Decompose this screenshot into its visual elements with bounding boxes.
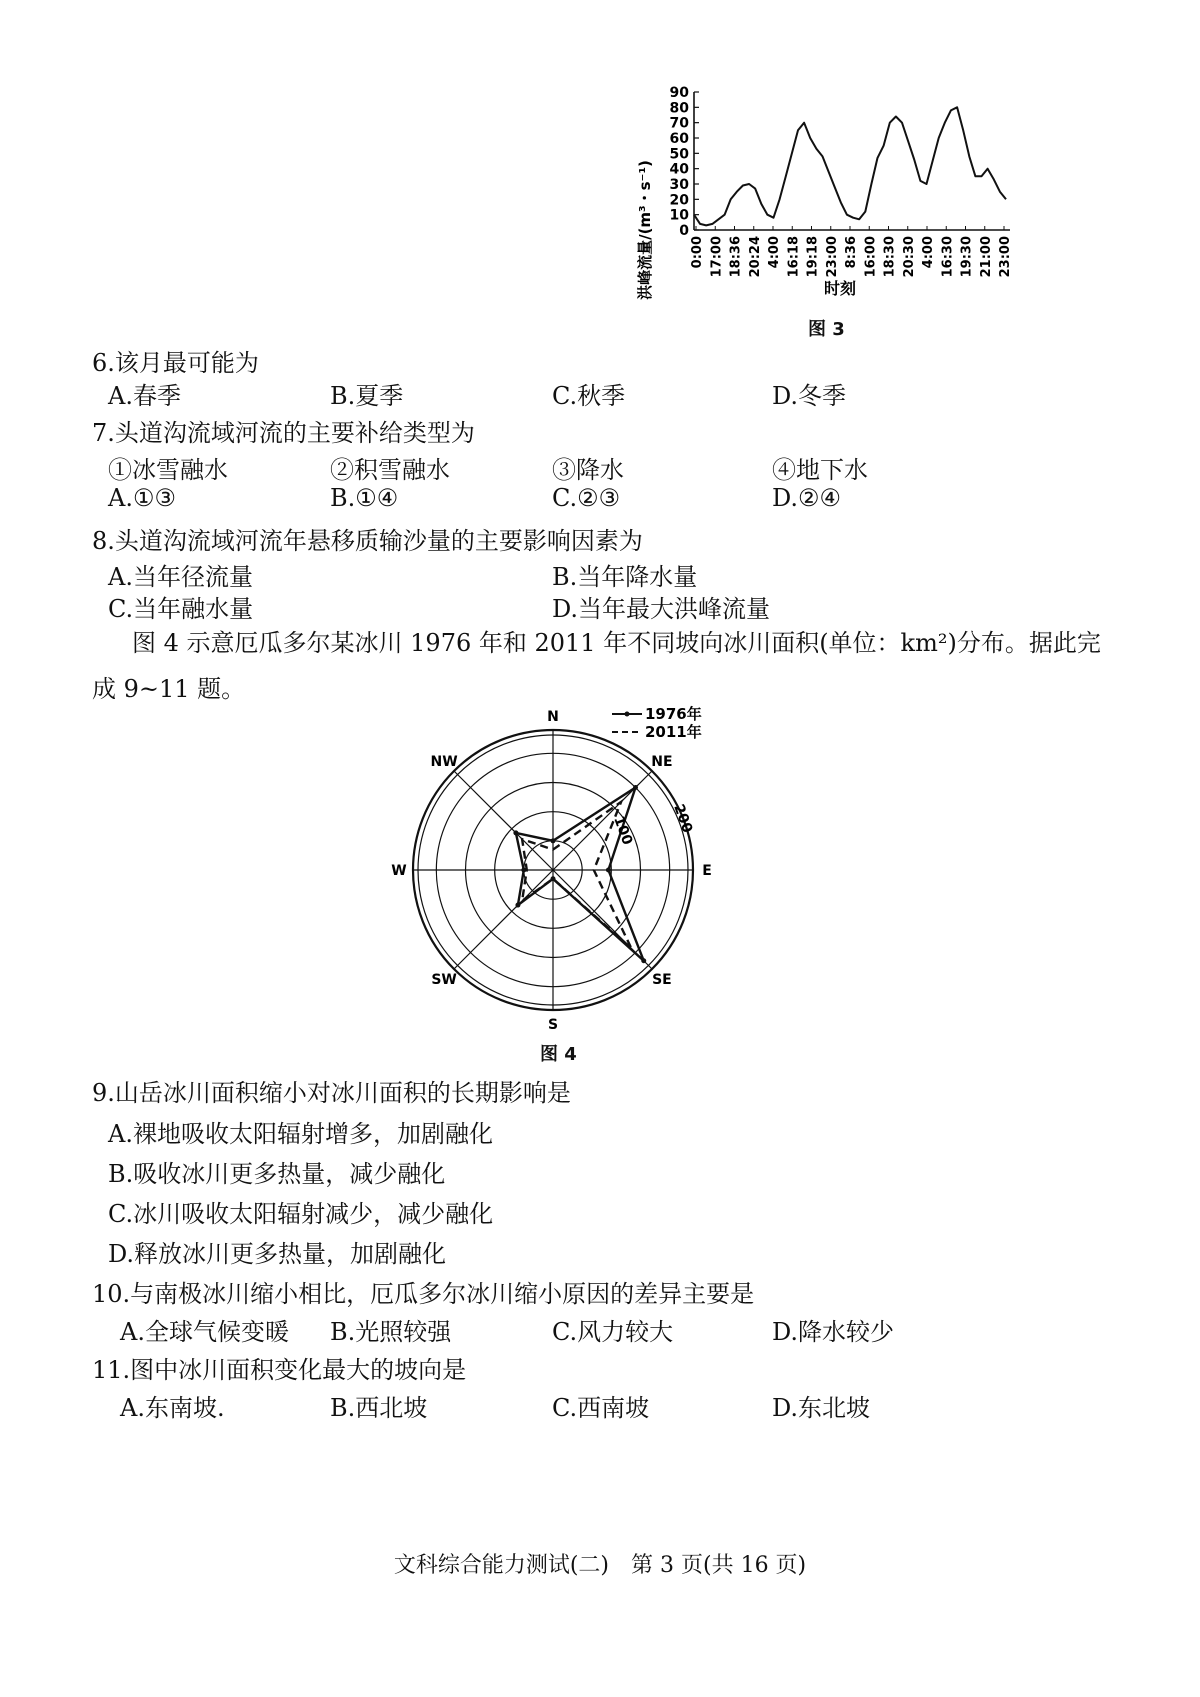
direction-label: S [547,1017,559,1033]
point-1976 [515,903,520,908]
y-tick-label: 0 [679,223,689,239]
radar-series [513,785,646,963]
legend-1976: 1976年 [645,705,702,723]
x-tick-label: 20:24 [747,236,763,278]
radar-grid [413,730,696,1010]
x-tick-label: 23:00 [998,236,1013,278]
q6-option-d[interactable]: D.冬季 [772,382,847,410]
x-tick-label: 18:30 [882,236,898,278]
q8-option-a[interactable]: A.当年径流量 [108,563,253,591]
q7-item-1: ①冰雪融水 [108,456,228,484]
q7-option-b[interactable]: B.①④ [330,484,399,512]
q7-item-2: ②积雪融水 [330,456,450,484]
x-tick-label: 16:18 [786,236,802,278]
y-tick-label: 30 [669,177,689,193]
q11-option-c[interactable]: C.西南坡 [552,1394,650,1422]
x-tick-label: 23:00 [824,236,840,278]
q11-option-b[interactable]: B.西北坡 [330,1394,428,1422]
q9-option-b[interactable]: B.吸收冰川更多热量，减少融化 [108,1160,446,1188]
y-tick-label: 60 [669,131,689,147]
direction-label: W [391,863,407,879]
point-1976 [633,785,638,790]
q7-stem: 7.头道沟流域河流的主要补给类型为 [92,419,475,447]
figure4-chart [380,702,740,1042]
q10-option-a[interactable]: A.全球气候变暖 [120,1318,289,1346]
y-tick-label: 50 [669,146,689,163]
y-tick-label: 10 [669,207,689,224]
q9-option-a[interactable]: A.裸地吸收太阳辐射增多，加剧融化 [108,1120,493,1148]
x-tick-label: 16:30 [940,236,956,278]
point-1976 [513,830,518,835]
x-tick-label: 20:30 [901,236,917,278]
legend [612,705,702,741]
q8-option-d[interactable]: D.当年最大洪峰流量 [552,595,771,623]
x-tick-label: 4:00 [767,236,782,269]
q8-option-c[interactable]: C.当年融水量 [108,595,254,623]
direction-label: E [702,863,712,879]
axis-line [454,771,553,870]
figure3-chart [630,82,1050,342]
q11-option-a[interactable]: A.东南坡. [120,1394,225,1422]
direction-label: SE [652,971,672,988]
x-tick-label: 0:00 [690,236,705,269]
flood-peak-line [694,107,1006,225]
x-axis-label: 时刻 [823,279,857,298]
q8-option-b[interactable]: B.当年降水量 [552,563,698,591]
y-tick-label: 40 [669,161,689,178]
q9-option-c[interactable]: C.冰川吸收太阳辐射减少，减少融化 [108,1200,494,1228]
q11-stem: 11.图中冰川面积变化最大的坡向是 [92,1356,467,1384]
figure3-caption: 图 3 [808,319,845,340]
q10-option-c[interactable]: C.风力较大 [552,1318,674,1346]
legend-2011: 2011年 [645,723,702,741]
x-tick-label: 19:18 [805,236,821,278]
figure4-caption: 图 4 [540,1044,577,1065]
y-axis-label: 洪峰流量/(m³・s⁻¹) [636,160,654,300]
y-tick-label: 80 [669,100,689,117]
q6-option-c[interactable]: C.秋季 [552,382,626,410]
x-tick-label: 17:00 [709,236,725,278]
point-1976 [551,838,556,843]
point-1976 [641,958,646,963]
q10-option-d[interactable]: D.降水较少 [772,1318,895,1346]
q7-item-3: ③降水 [552,456,624,484]
point-1976 [606,868,611,873]
x-tick-label: 8:36 [844,236,859,269]
q7-option-c[interactable]: C.②③ [552,484,621,512]
page-footer: 文科综合能力测试(二) 第 3 页(共 16 页) [393,1553,807,1578]
q7-option-a[interactable]: A.①③ [108,484,176,512]
q10-option-b[interactable]: B.光照较强 [330,1318,452,1346]
x-axis [690,226,1013,277]
direction-label: SW [431,971,457,988]
y-tick-label: 70 [669,115,689,132]
direction-label: NW [430,754,458,771]
direction-label: N [547,709,559,725]
q7-item-4: ④地下水 [772,456,868,484]
direction-label: NE [651,754,673,771]
x-tick-label: 16:00 [863,236,879,278]
x-tick-label: 4:00 [921,236,936,269]
ring-label-200: 200 [670,802,696,836]
figure4-intro: 图 4 示意厄瓜多尔某冰川 1976 年和 2011 年不同坡向冰川面积(单位：km²)分布。据此完成 9~11 题。 [92,629,1101,703]
ring-label-100: 100 [610,814,636,848]
x-tick-label: 18:36 [728,236,744,278]
q6-option-b[interactable]: B.夏季 [330,382,404,410]
x-tick-label: 21:00 [978,236,994,278]
q6-stem: 6.该月最可能为 [92,349,259,377]
q11-option-d[interactable]: D.东北坡 [772,1394,871,1422]
axis-line [454,870,553,969]
q8-stem: 8.头道沟流域河流年悬移质输沙量的主要影响因素为 [92,527,643,555]
q6-option-a[interactable]: A.春季 [108,382,181,410]
q10-stem: 10.与南极冰川缩小相比，厄瓜多尔冰川缩小原因的差异主要是 [92,1280,755,1308]
x-tick-label: 19:30 [959,236,975,278]
y-tick-label: 20 [669,192,689,209]
q9-option-d[interactable]: D.释放冰川更多热量，加剧融化 [108,1240,447,1268]
q9-stem: 9.山岳冰川面积缩小对冰川面积的长期影响是 [92,1079,571,1107]
q7-option-d[interactable]: D.②④ [772,484,842,512]
series [694,107,1006,225]
y-tick-label: 90 [669,85,689,101]
